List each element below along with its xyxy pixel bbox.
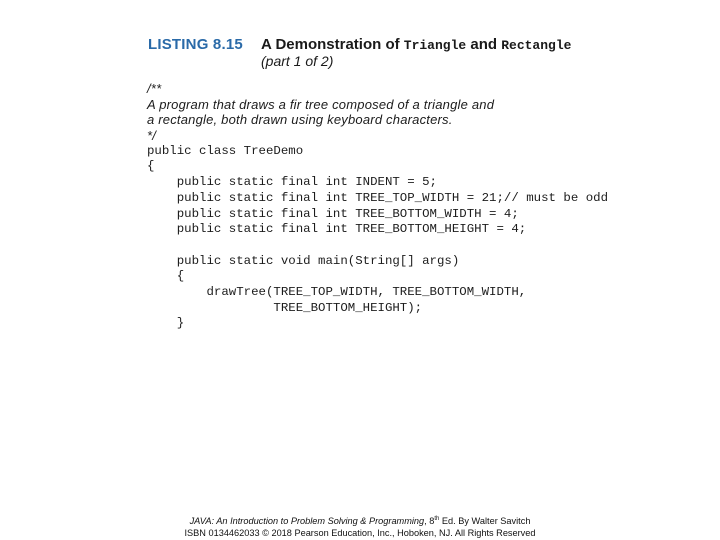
code-line: public static final int INDENT = 5; <box>147 175 437 190</box>
code-line: } <box>147 316 185 331</box>
code-line: public static final int TREE_BOTTOM_HEIGHT = 4; <box>147 222 527 237</box>
listing-title-prefix: A Demonstration of <box>261 36 404 53</box>
code-line: public static final int TREE_TOP_WIDTH = 21;// must be odd <box>147 190 609 205</box>
code-line: */ <box>147 128 157 144</box>
code-line: drawTree(TREE_TOP_WIDTH, TREE_BOTTOM_WIDTH, <box>147 284 527 299</box>
listing-title <box>261 36 571 53</box>
listing-title-and: and <box>466 36 502 53</box>
code-line: { <box>147 269 185 284</box>
code-line: TREE_BOTTOM_HEIGHT); <box>147 300 423 315</box>
code-line: /** <box>147 81 162 96</box>
listing-title-class-triangle: Triangle <box>403 38 467 53</box>
code-line: public class TreeDemo <box>147 143 304 158</box>
footer-edition-rest: Ed. By Walter Savitch <box>439 516 531 527</box>
code-line: public static void main(String[] args) <box>147 253 460 268</box>
code-line <box>147 238 608 254</box>
code-line: a rectangle, both drawn using keyboard characters. <box>147 112 453 128</box>
footer-edition-sup: th <box>434 516 440 522</box>
code-line: public static final int TREE_BOTTOM_WIDTH = 4; <box>147 206 519 221</box>
listing-label: LISTING 8.15 <box>148 36 243 53</box>
code-line: { <box>147 159 155 174</box>
code-listing <box>147 81 608 332</box>
code-line: A program that draws a fir tree composed of a triangle and <box>147 96 495 112</box>
footer-line-1 <box>0 513 720 527</box>
footer-citation <box>0 513 720 539</box>
listing-title-class-rectangle: Rectangle <box>501 38 572 53</box>
footer-edition: , 8 <box>424 516 435 527</box>
listing-subtitle: (part 1 of 2) <box>261 53 334 69</box>
footer-line-2: ISBN 0134462033 © 2018 Pearson Education, Inc., Hoboken, NJ. All Rights Reserved <box>184 528 536 539</box>
footer-book-title: JAVA: An Introduction to Problem Solving & Programming <box>189 516 425 527</box>
